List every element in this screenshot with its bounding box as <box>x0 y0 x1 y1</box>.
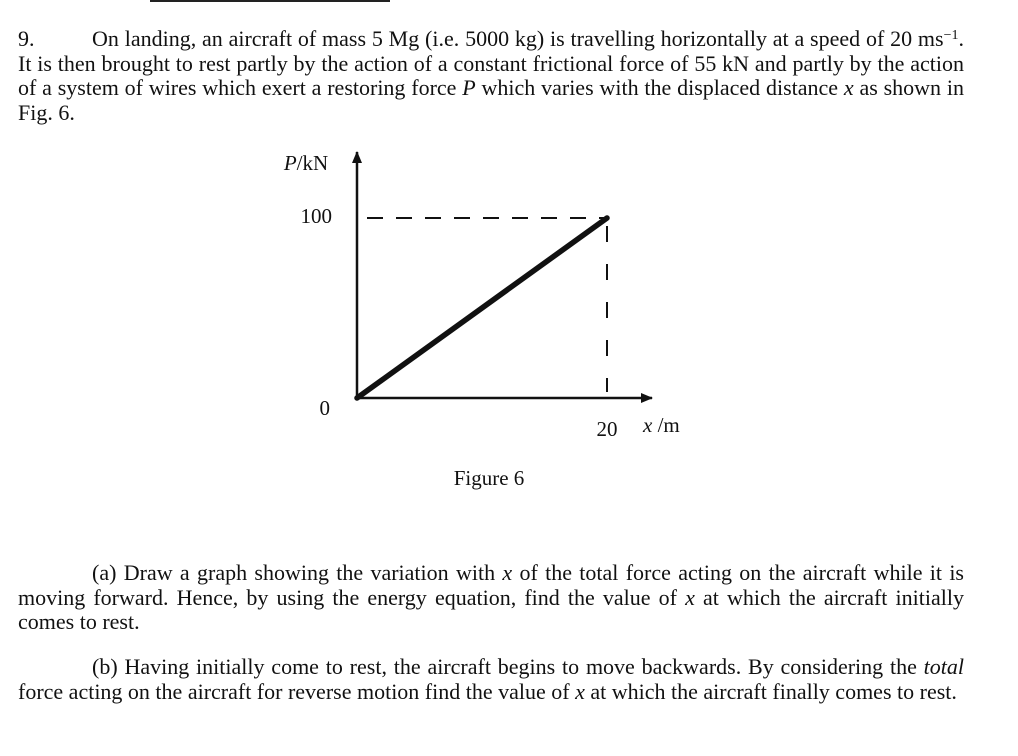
x-tick-label-20: 20 <box>596 417 618 441</box>
figure-caption: Figure 6 <box>453 466 525 490</box>
part-a-lead: (a) Draw a graph showing the variation with <box>92 560 503 585</box>
intro-var-p: P <box>462 75 476 100</box>
part-b-lead: (b) Having initially come to rest, the aircraft begins to move backwards. By considering the <box>92 654 924 679</box>
part-a-end: at which the aircraft initially comes to rest. <box>18 584 964 634</box>
part-b-mid: force acting on the aircraft for reverse motion find the value of <box>18 678 576 704</box>
speed-exponent: −1 <box>943 28 959 43</box>
part-a-var-x-2: x <box>685 584 695 610</box>
top-rule <box>150 0 390 2</box>
x-axis-label <box>642 413 680 437</box>
y-tick-label-0: 0 <box>319 396 330 420</box>
intro-lead: On landing, an aircraft of mass 5 Mg (i.e. 5000 kg) is travelling horizontally at a speed of 20 ms <box>92 26 944 51</box>
part-a-mid: of the total force acting on the aircraft while it is moving forward. Hence, by using the energy equation, find the value of <box>18 560 964 610</box>
y-tick-label-100: 100 <box>300 204 332 228</box>
series-line-P <box>357 218 607 398</box>
y-axis-label <box>283 151 328 175</box>
part-a <box>18 561 964 635</box>
y-axis-label-unit: /kN <box>296 151 329 175</box>
intro-var-x: x <box>843 75 854 100</box>
y-axis-label-var: P <box>283 151 297 175</box>
part-a-var-x-1: x <box>502 560 513 585</box>
intro-mid-2: which varies with the displaced distance <box>475 75 844 100</box>
part-b-var-x: x <box>575 678 585 704</box>
question-number: 9. <box>18 26 35 51</box>
question-intro <box>18 27 964 125</box>
x-axis-label-var: x <box>643 413 653 437</box>
x-axis-label-unit: /m <box>652 413 680 437</box>
part-b-total: total <box>923 654 964 679</box>
part-b-end: at which the aircraft finally comes to rest. <box>584 678 957 704</box>
intro-mid-1: . It is then brought to rest partly by the action of a constant frictional force of 55 kN and partly by the action of a system of wires which exert a restoring force <box>18 26 964 100</box>
intro-end: as shown in Fig. 6. <box>18 75 964 125</box>
part-b <box>18 655 964 704</box>
